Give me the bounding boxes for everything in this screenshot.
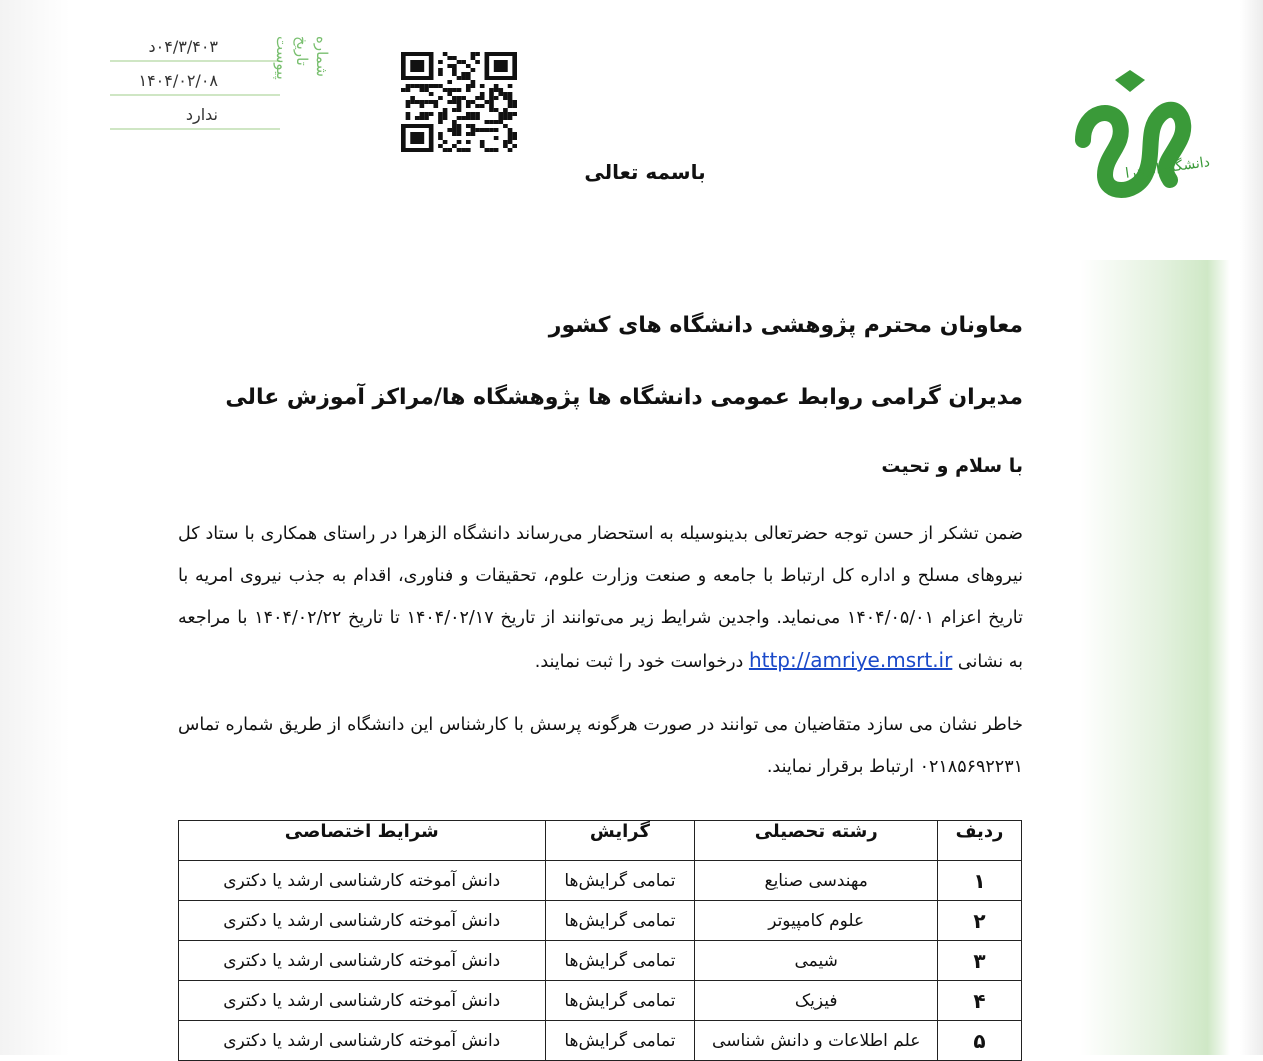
university-logo-icon <box>1075 70 1250 200</box>
university-logo-text: دانشگاه الزهرا <box>1124 154 1211 182</box>
bismillah: باسمه تعالی <box>584 160 706 184</box>
green-watermark-band <box>1080 260 1230 1055</box>
letter-attachment: ندارد <box>110 102 280 136</box>
cell-row-number: ۵ <box>938 1021 1022 1061</box>
cell-specialization: تمامی گرایش‌ها <box>545 861 695 901</box>
cell-requirements: دانش آموخته کارشناسی ارشد یا دکتری <box>179 941 546 981</box>
meta-label-date: تاریخ <box>293 36 311 66</box>
body-paragraph-2: خاطر نشان می سازد متقاضیان می توانند در صورت هرگونه پرسش با کارشناس این دانشگاه از طریق شماره تماس ۰۲۱۸۵۶۹۲۲۳۱ ارتباط برقرار نمایند. <box>178 715 1023 777</box>
cell-row-number: ۳ <box>938 941 1022 981</box>
table-row <box>179 941 1022 981</box>
table-header-row <box>179 821 1022 861</box>
cell-requirements: دانش آموخته کارشناسی ارشد یا دکتری <box>179 861 546 901</box>
cell-row-number: ۴ <box>938 981 1022 1021</box>
meta-label-attachment: پیوست <box>273 36 291 80</box>
cell-field: علم اطلاعات و دانش شناسی <box>695 1021 938 1061</box>
cell-requirements: دانش آموخته کارشناسی ارشد یا دکتری <box>179 1021 546 1061</box>
header-requirements: شرایط اختصاصی <box>179 821 546 861</box>
cell-field: فیزیک <box>695 981 938 1021</box>
body-paragraph-1 <box>178 513 1023 683</box>
letter-number: ۰۴/۳/۴۰۳د <box>110 34 280 68</box>
page-shadow-left <box>0 0 70 1055</box>
registration-link[interactable]: http://amriye.msrt.ir <box>748 648 953 672</box>
greeting: با سلام و تحیت <box>881 455 1023 477</box>
letter-date: ۱۴۰۴/۰۲/۰۸ <box>110 68 280 102</box>
header-field: رشته تحصیلی <box>695 821 938 861</box>
cell-field: علوم کامپیوتر <box>695 901 938 941</box>
cell-specialization: تمامی گرایش‌ها <box>545 1021 695 1061</box>
table-row <box>179 981 1022 1021</box>
cell-row-number: ۲ <box>938 901 1022 941</box>
cell-requirements: دانش آموخته کارشناسی ارشد یا دکتری <box>179 901 546 941</box>
addressee-1: معاونان محترم پژوهشی دانشگاه های کشور <box>548 313 1023 338</box>
body-paragraph-1-text: ضمن تشکر از حسن توجه حضرتعالی بدینوسیله به استحضار می‌رساند دانشگاه الزهرا در راستای همکاری با ستاد کل نیروهای مسلح و اداره کل ارتباط با جامعه و صنعت وزارت علوم، تحقیقات و فناوری، اقدام به جذب نیروی امریه با تاریخ اعزام ۱۴۰۴/۰۵/۰۱ می‌نماید. واجدین شرایط زیر می‌توانند از تاریخ ۱۴۰۴/۰۲/۱۷ تا تاریخ ۱۴۰۴/۰۲/۲۲ با مراجعه به نشانی <box>178 524 1023 672</box>
table-row <box>179 861 1022 901</box>
addressee-2: مدیران گرامی روابط عمومی دانشگاه ها پژوهشگاه ها/مراکز آموزش عالی <box>225 385 1023 410</box>
header-row-number: ردیف <box>938 821 1022 861</box>
meta-label-number: شماره <box>313 36 331 77</box>
cell-field: مهندسی صنایع <box>695 861 938 901</box>
body-paragraph-1-end: درخواست خود را ثبت نمایند. <box>534 652 744 672</box>
cell-specialization: تمامی گرایش‌ها <box>545 981 695 1021</box>
header-specialization: گرایش <box>545 821 695 861</box>
cell-specialization: تمامی گرایش‌ها <box>545 941 695 981</box>
letter-meta <box>110 34 280 136</box>
table-row <box>179 901 1022 941</box>
meta-labels <box>262 36 332 136</box>
positions-table <box>178 820 1022 1061</box>
cell-requirements: دانش آموخته کارشناسی ارشد یا دکتری <box>179 981 546 1021</box>
cell-specialization: تمامی گرایش‌ها <box>545 901 695 941</box>
cell-row-number: ۱ <box>938 861 1022 901</box>
cell-field: شیمی <box>695 941 938 981</box>
qr-code-icon <box>401 52 517 152</box>
